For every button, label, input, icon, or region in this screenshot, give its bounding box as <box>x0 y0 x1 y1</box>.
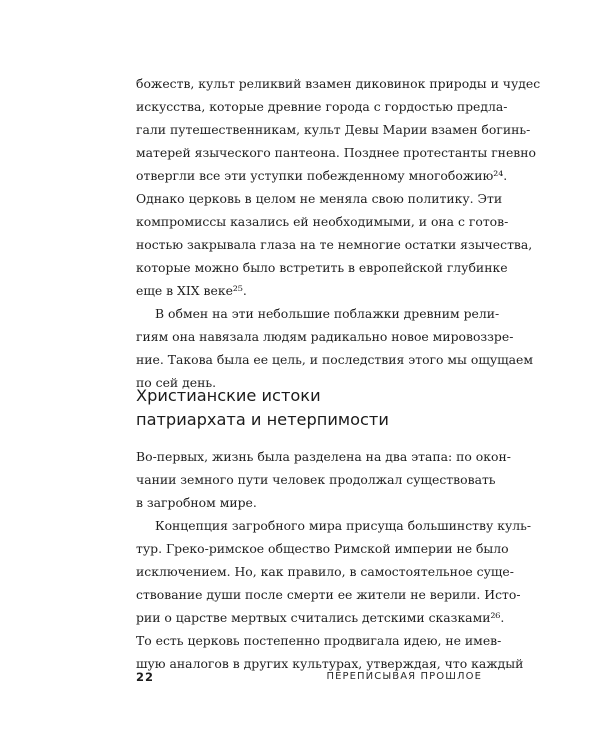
text-line: гали путешественникам, культ Девы Марии взамен богинь- <box>136 122 531 137</box>
text-line: отвергли все эти уступки побежденному многобожию²⁴. <box>136 168 508 183</box>
section-heading-line: Христианские истоки <box>136 386 321 405</box>
text-line: в загробном мире. <box>136 495 257 510</box>
text-line: еще в XIX веке²⁵. <box>136 283 247 298</box>
text-line: божеств, культ реликвий взамен диковинок природы и чудес <box>136 76 541 91</box>
text-line: исключением. Но, как правило, в самостоятельное суще- <box>136 564 514 579</box>
text-line: гиям она навязала людям радикально новое мировоззре- <box>136 329 514 344</box>
text-line: То есть церковь постепенно продвигала идею, не имев- <box>136 633 502 648</box>
text-line: ние. Такова была ее цель, и последствия этого мы ощущаем <box>136 352 534 367</box>
text-line: по сей день. <box>136 375 217 390</box>
text-line: которые можно было встретить в европейской глубинке <box>136 260 508 275</box>
text-line: искусства, которые древние города с гордостью предла- <box>136 99 508 114</box>
text-line: Во-первых, жизнь была разделена на два этапа: по окон- <box>136 449 511 464</box>
text-line: чании земного пути человек продолжал существовать <box>136 472 496 487</box>
text-line: Концепция загробного мира присуща большинству куль- <box>155 518 532 533</box>
text-line: ностью закрывала глаза на те немногие остатки язычества, <box>136 237 533 252</box>
section-heading-line: патриархата и нетерпимости <box>136 410 389 429</box>
page-number: 22 <box>136 670 155 684</box>
text-line: тур. Греко-римское общество Римской империи не было <box>136 541 509 556</box>
text-line: матерей языческого пантеона. Позднее протестанты гневно <box>136 145 536 160</box>
text-line: компромиссы казались ей необходимыми, и она с готов- <box>136 214 509 229</box>
text-line: В обмен на эти небольшие поблажки древним рели- <box>155 306 500 321</box>
text-line: рии о царстве мертвых считались детскими сказками²⁶. <box>136 610 505 625</box>
text-line: шую аналогов в других культурах, утверждая, что каждый <box>136 656 524 671</box>
running-title: ПЕРЕПИСЫВАЯ ПРОШЛОЕ <box>326 671 482 682</box>
text-line: Однако церковь в целом не меняла свою политику. Эти <box>136 191 503 206</box>
text-line: ствование души после смерти ее жители не верили. Исто- <box>136 587 521 602</box>
